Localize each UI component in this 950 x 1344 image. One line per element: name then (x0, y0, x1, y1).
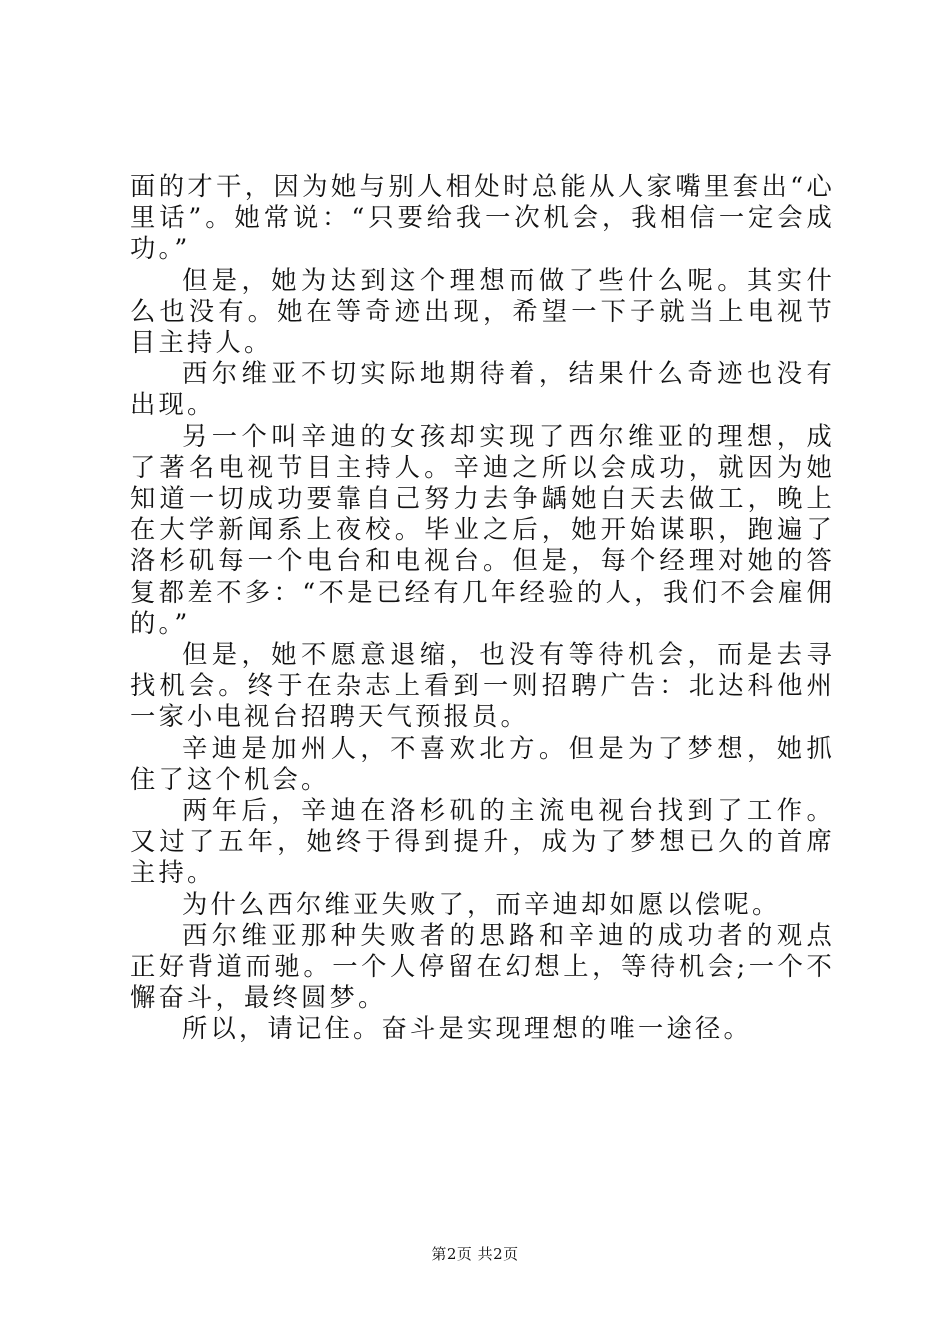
page-footer: 第2页 共2页 (431, 1245, 519, 1263)
paragraph: 另一个叫辛迪的女孩却实现了西尔维亚的理想，成了著名电视节目主持人。辛迪之所以会成功，就因为她知道一切成功要靠自己努力去争龋她白天去做工，晚上在大学新闻系上夜校。毕业之后，她开始谋职，跑遍了洛杉矶每一个电台和电视台。但是，每个经理对她的答复都差不多：“不是已经有几年经验的人，我们不会雇佣的。” (130, 421, 835, 638)
paragraph: 两年后，辛迪在洛杉矶的主流电视台找到了工作。又过了五年，她终于得到提升，成为了梦想已久的首席主持。 (130, 796, 835, 888)
paragraph: 西尔维亚不切实际地期待着，结果什么奇迹也没有出现。 (130, 359, 835, 420)
paragraph: 西尔维亚那种失败者的思路和辛迪的成功者的观点正好背道而驰。一个人停留在幻想上，等待机会;一个不懈奋斗，最终圆梦。 (130, 920, 835, 1013)
paragraph: 辛迪是加州人，不喜欢北方。但是为了梦想，她抓住了这个机会。 (130, 733, 835, 794)
paragraph: 但是，她为达到这个理想而做了些什么呢。其实什么也没有。她在等奇迹出现，希望一下子就当上电视节目主持人。 (130, 265, 835, 358)
document-body (130, 171, 835, 1045)
paragraph-continued: 面的才干，因为她与别人相处时总能从人家嘴里套出“心里话”。她常说：“只要给我一次机会，我相信一定会成功。” (130, 172, 835, 264)
paragraph: 为什么西尔维亚失败了，而辛迪却如愿以偿呢。 (182, 889, 781, 919)
paragraph: 所以，请记住。奋斗是实现理想的唯一途径。 (182, 1014, 752, 1044)
paragraph: 但是，她不愿意退缩，也没有等待机会，而是去寻找机会。终于在杂志上看到一则招聘广告：北达科他州一家小电视台招聘天气预报员。 (130, 640, 835, 732)
